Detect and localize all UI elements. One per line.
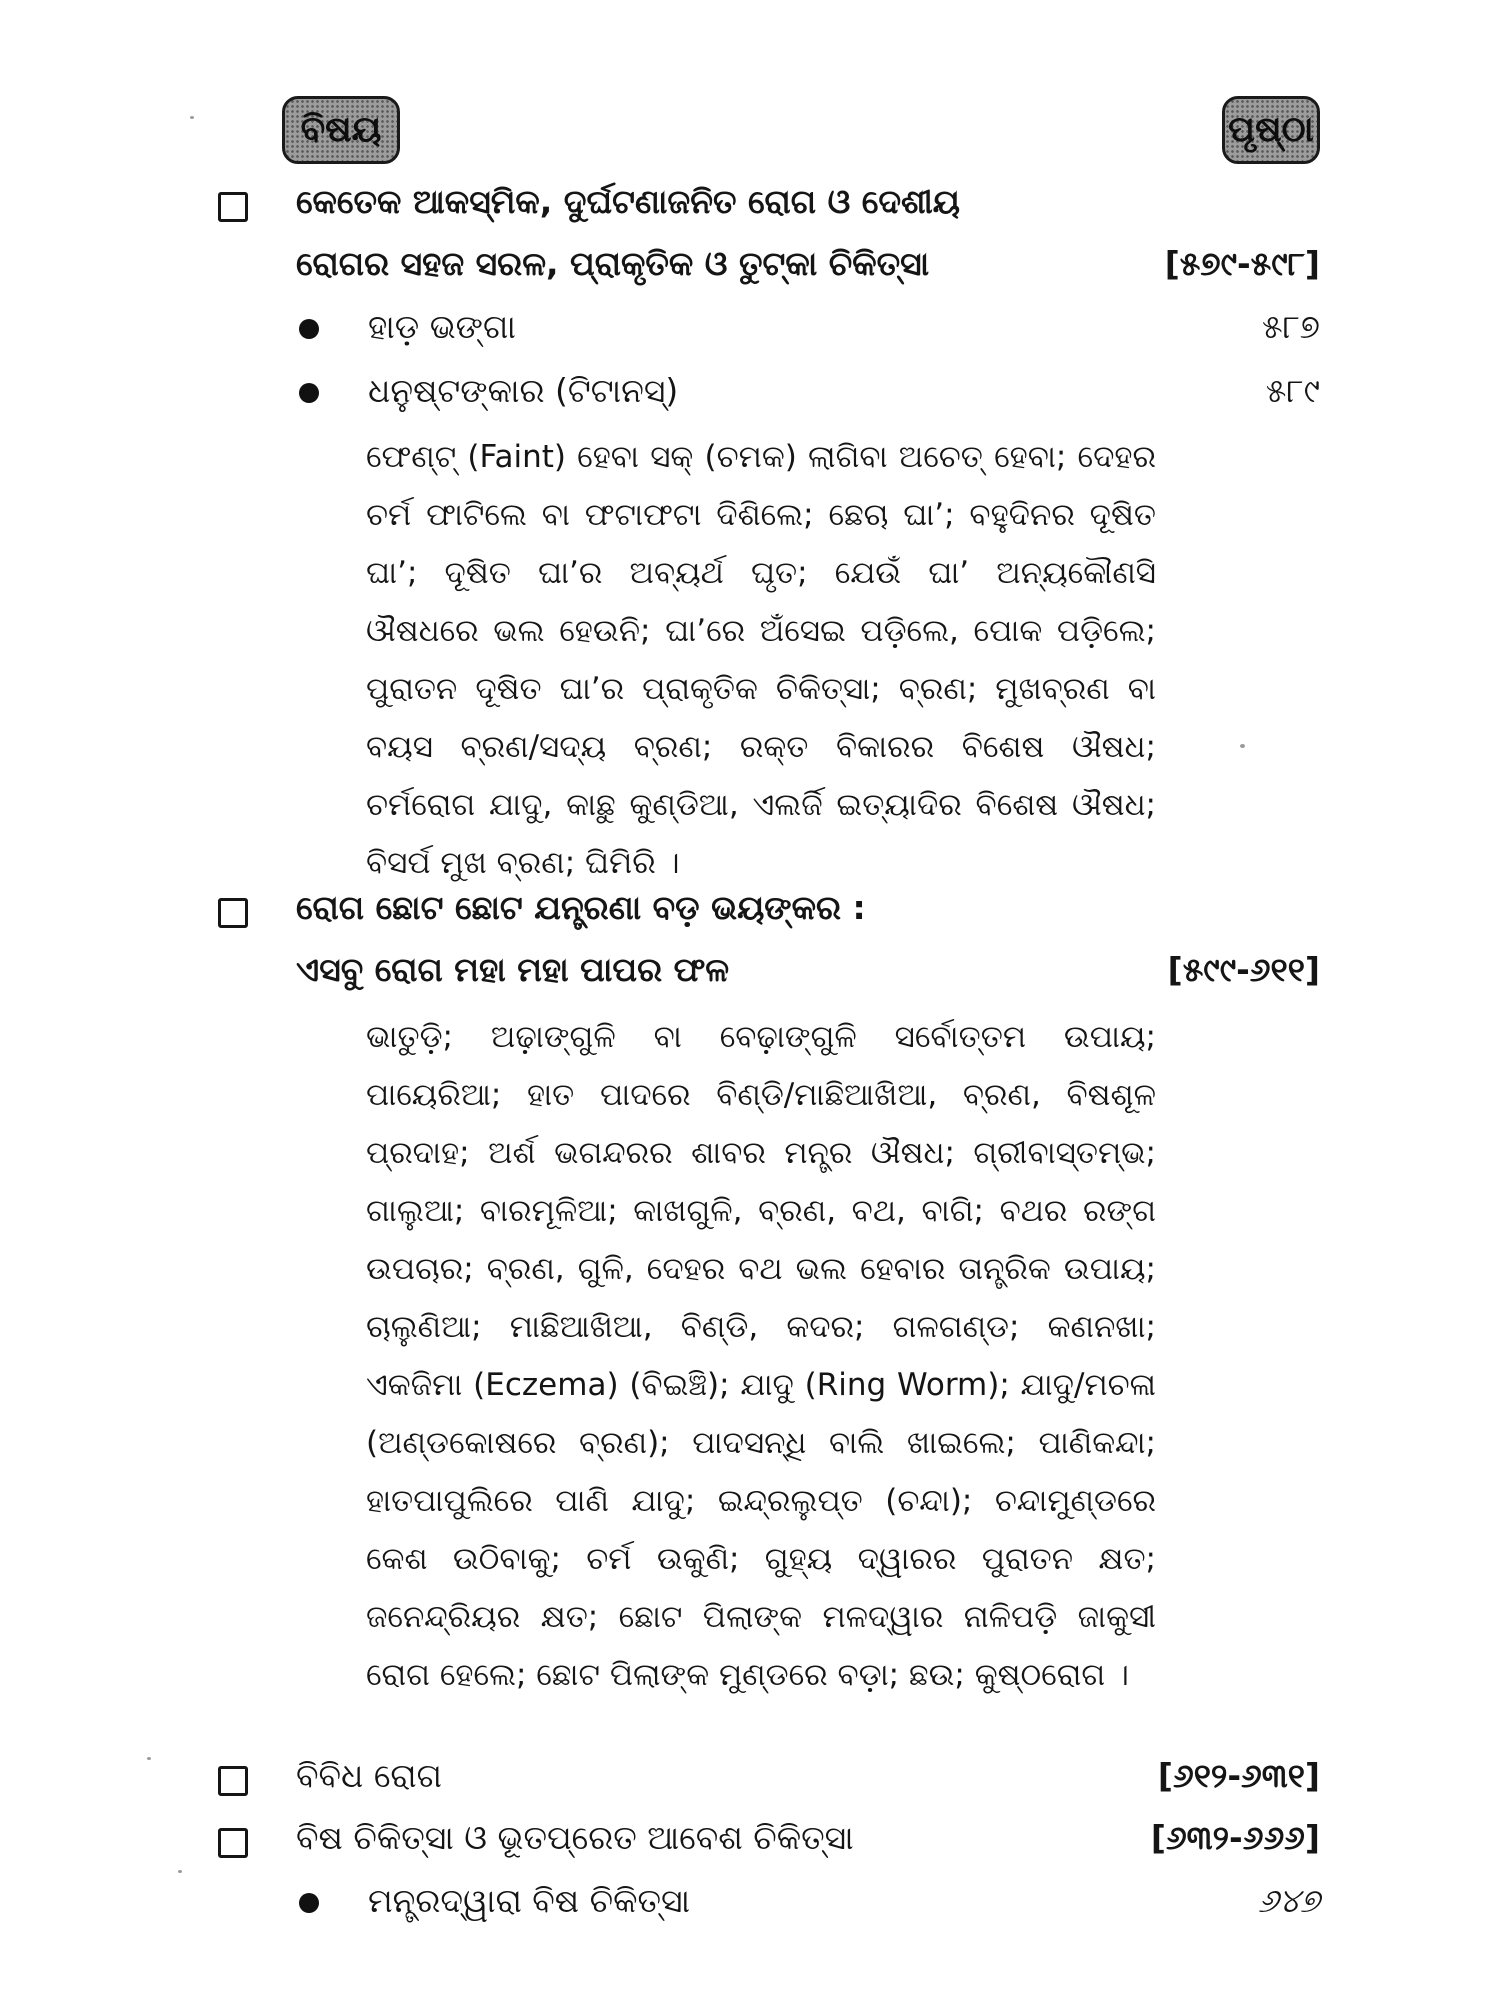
topic-description: ଫେଣ୍ଟ୍ (Faint) ହେବା ସକ୍ (ଚମକ) ଲାଗିବା ଅଚେତ୍ ହେବା; ଦେହର ଚର୍ମ ଫାଟିଲେ ବା ଫଟାଫଟା ଦିଶିଲେ; ଛେଚା ଘା’; ବହୁଦିନର ଦୂଷିତ ଘା’; ଦୂଷିତ ଘା’ର ଅବ୍ୟର୍ଥ ଘୃତ; ଯେଉଁ ଘା’ ଅନ୍ୟକୌଣସି ଔଷଧରେ ଭଲ ହେଉନି; ଘା’ରେ ଅଁସେଇ ପଡ଼ିଲେ, ପୋକ ପଡ଼ିଲେ; ପୁରାତନ ଦୂଷିତ ଘା’ର ପ୍ରାକୃତିକ ଚିକିତ୍ସା; ବ୍ରଣ; ମୁଖବ୍ରଣ ବା ବୟସ ବ୍ରଣ/ସଦ୍ୟ ବ୍ରଣ; ରକ୍ତ ବିକାରର ବିଶେଷ ଔଷଧ; ଚର୍ମରୋଗ ଯାଦୁ, କାଛୁ କୁଣ୍ଡିଆ, ଏଲର୍ଜି ଇତ୍ୟାଦିର ବିଶେଷ ଔଷଧ; ବିସର୍ପ ମୁଖ ବ୍ରଣ; ଘିମିରି । [366, 439, 1156, 881]
subtopic-title: ହାଡ଼ ଭଙ୍ଗା [368, 307, 516, 346]
subtopic-title: ଧନୁଷ୍ଟଙ୍କାର (ଟିଟାନସ୍) [368, 371, 679, 410]
section-page-range: [୫୭୯-୫୯୮] [1164, 244, 1320, 283]
scan-speck [147, 1757, 151, 1760]
subtopic-page: ୬୪୭ [1257, 1881, 1320, 1920]
bullet-icon [299, 1893, 319, 1913]
checkbox-icon [218, 1766, 248, 1796]
section-page-range: [୬୧୨-୬୩୧] [1157, 1756, 1320, 1795]
section-page-range: [୬୩୨-୬୬୬] [1150, 1818, 1320, 1857]
section-title-line: କେତେକ ଆକସ୍ମିକ, ଦୁର୍ଘଟଣାଜନିତ ରୋଗ ଓ ଦେଶୀୟ [296, 182, 961, 221]
scan-speck [1240, 744, 1245, 748]
section-title: ବିଷ ଚିକିତ୍ସା ଓ ଭୂତପ୍ରେତ ଆବେଶ ଚିକିତ୍ସା [296, 1818, 854, 1857]
section-title-line: ଏସବୁ ରୋଗ ମହା ମହା ପାପର ଫଳ [296, 950, 730, 989]
scan-speck [190, 116, 194, 119]
checkbox-icon [218, 898, 248, 928]
topic-description: ଭାତୁଡ଼ି; ଅଢ଼ାଙ୍ଗୁଳି ବା ବେଢ଼ାଙ୍ଗୁଳି ସର୍ବୋତ୍ତମ ଉପାୟ; ପାୟେରିଆ; ହାତ ପାଦରେ ବିଣ୍ଡି/ମାଛିଆଖିଆ, ବ୍ରଣ, ବିଷଶୂଳ ପ୍ରଦାହ; ଅର୍ଶ ଭଗନ୍ଦରର ଶାବର ମନ୍ତ୍ର ଔଷଧ; ଗ୍ରୀବାସ୍ତମ୍ଭ; ଗାଲୁଆ; ବାରମୂଳିଆ; କାଖଗୁଳି, ବ୍ରଣ, ବଥ, ବାଗି; ବଥର ରଙ୍ଗ ଉପଚାର; ବ୍ରଣ, ଗୁଳି, ଦେହର ବଥ ଭଲ ହେବାର ତାନ୍ତ୍ରିକ ଉପାୟ; ଚାଲୁଣିଆ; ମାଛିଆଖିଆ, ବିଣ୍ଡି, କଦର; ଗଳଗଣ୍ଡ; କଣନଖା; ଏକଜିମା (Eczema) (ବିଇଞ୍ଚି); ଯାଦୁ (Ring Worm); ଯାଦୁ/ମଚଳା (ଅଣ୍ଡକୋଷରେ ବ୍ରଣ); ପାଦସନ୍ଧି ବାଲି ଖାଇଲେ; ପାଣିକନ୍ଦା; ହାତପାପୁଲିରେ ପାଣି ଯାଦୁ; ଇନ୍ଦ୍ରଲୁପ୍ତ (ଚନ୍ଦା); ଚନ୍ଦାମୁଣ୍ଡରେ କେଶ ଉଠିବାକୁ; ଚର୍ମ ଉକୁଣି; ଗୁହ୍ୟ ଦ୍ୱାରର ପୁରାତନ କ୍ଷତ; ଜନେନ୍ଦ୍ରିୟର କ୍ଷତ; ଛୋଟ ପିଲାଙ୍କ ମଳଦ୍ୱାର ନାଳିପଡ଼ି ଜାକୁସୀ ରୋଗ ହେଲେ; ଛୋଟ ପିଲାଙ୍କ ମୁଣ୍ଡରେ ବଡ଼ା; ଛଉ; କୁଷ୍ଠରୋଗ । [366, 1019, 1156, 1693]
checkbox-icon [218, 1828, 248, 1858]
subject-heading-badge: ବିଷୟ [282, 96, 400, 164]
subtopic-page: ୫୮୯ [1265, 371, 1320, 410]
bullet-icon [299, 319, 319, 339]
scan-speck [178, 1870, 182, 1873]
section-title-line: ରୋଗର ସହଜ ସରଳ, ପ୍ରାକୃତିକ ଓ ତୁଟ୍‌କା ଚିକିତ୍ସା [296, 244, 930, 283]
section-page-range: [୫୯୯-୬୧୧] [1167, 950, 1320, 989]
bullet-icon [299, 383, 319, 403]
section-title: ବିବିଧ ରୋଗ [296, 1756, 442, 1795]
subtopic-page: ୫୮୭ [1261, 307, 1320, 346]
checkbox-icon [218, 192, 248, 222]
subtopic-title: ମନ୍ତ୍ରଦ୍ୱାରା ବିଷ ଚିକିତ୍ସା [368, 1881, 691, 1920]
page-heading-badge: ପୃଷ୍ଠା [1222, 96, 1320, 164]
section-title-line: ରୋଗ ଛୋଟ ଛୋଟ ଯନ୍ତ୍ରଣା ବଡ଼ ଭୟଙ୍କର : [296, 888, 866, 927]
